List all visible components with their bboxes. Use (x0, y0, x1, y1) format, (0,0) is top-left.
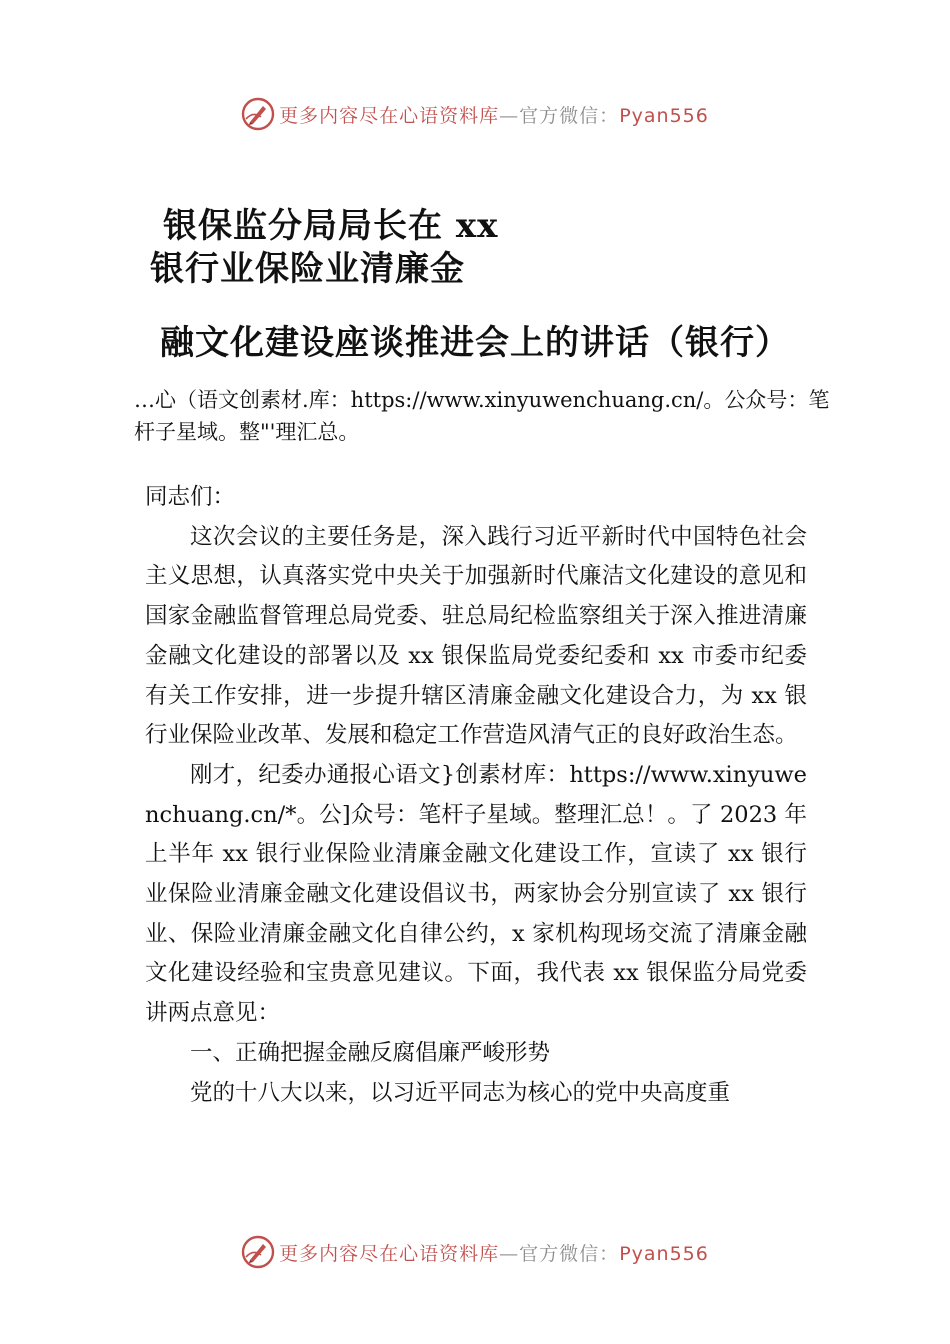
title-line-2: 银行业保险业清廉金 (150, 249, 465, 289)
watermark-separator: — (499, 104, 520, 127)
title-line-1: 银保监分局局长在 xx (163, 206, 499, 246)
watermark-main: 更多内容尽在心语资料库 (279, 1242, 500, 1265)
watermark-wechat-id: Pyan556 (619, 1242, 709, 1265)
paragraph-3: 党的十八大以来，以习近平同志为核心的党中央高度重 (190, 1079, 731, 1106)
footer-watermark (0, 1232, 950, 1272)
title-line-3: 融文化建设座谈推进会上的讲话（银行） (160, 323, 790, 363)
header-watermark (0, 94, 950, 134)
paragraph-1: 这次会议的主要任务是，深入践行习近平新时代中国特色社会主义思想，认真落实党中央关于加强新时代廉洁文化建设的意见和国家金融监督管理总局党委、驻总局纪检监察组关于深入推进清廉金融文化建设的部署以及 xx 银保监局党委纪委和 xx 市委市纪委有关工作安排，进一步提升辖区清廉金融文化建设合力，为 xx 银行业保险业改革、发展和稳定工作营造风清气正的良好政治生态。 (145, 523, 807, 749)
section-heading-1: 一、正确把握金融反腐倡廉严峻形势 (190, 1039, 551, 1066)
watermark-separator: — (499, 1242, 520, 1265)
pen-logo-icon (241, 97, 275, 131)
pen-logo-icon (241, 1235, 275, 1269)
salutation: 同志们： (145, 484, 236, 510)
watermark-main: 更多内容尽在心语资料库 (279, 104, 500, 127)
source-note: …心（语文创素材.库：https://www.xinyuwenchuang.cn/。公众号：笔杆子星域。整"'理汇总。 (134, 388, 830, 444)
watermark-wechat-id: Pyan556 (619, 104, 709, 127)
watermark-wechat-label: 官方微信： (519, 104, 620, 127)
watermark-text (279, 101, 709, 128)
paragraph-2: 刚才，纪委办通报心语文}创素材库：https://www.xinyuwenchuang.cn/*。公]众号：笔杆子星域。整理汇总！。了 2023 年上半年 xx 银行业保险业清廉金融文化建设工作，宣读了 xx 银行业保险业清廉金融文化建设倡议书，两家协会分别宣读了 xx 银行业、保险业清廉金融文化自律公约，x 家机构现场交流了清廉金融文化建设经验和宝贵意见建议。下面，我代表 xx 银保监分局党委讲两点意见： (145, 761, 807, 1027)
watermark-wechat-label: 官方微信： (519, 1242, 620, 1265)
watermark-text (279, 1239, 709, 1266)
document-body (145, 478, 807, 1113)
